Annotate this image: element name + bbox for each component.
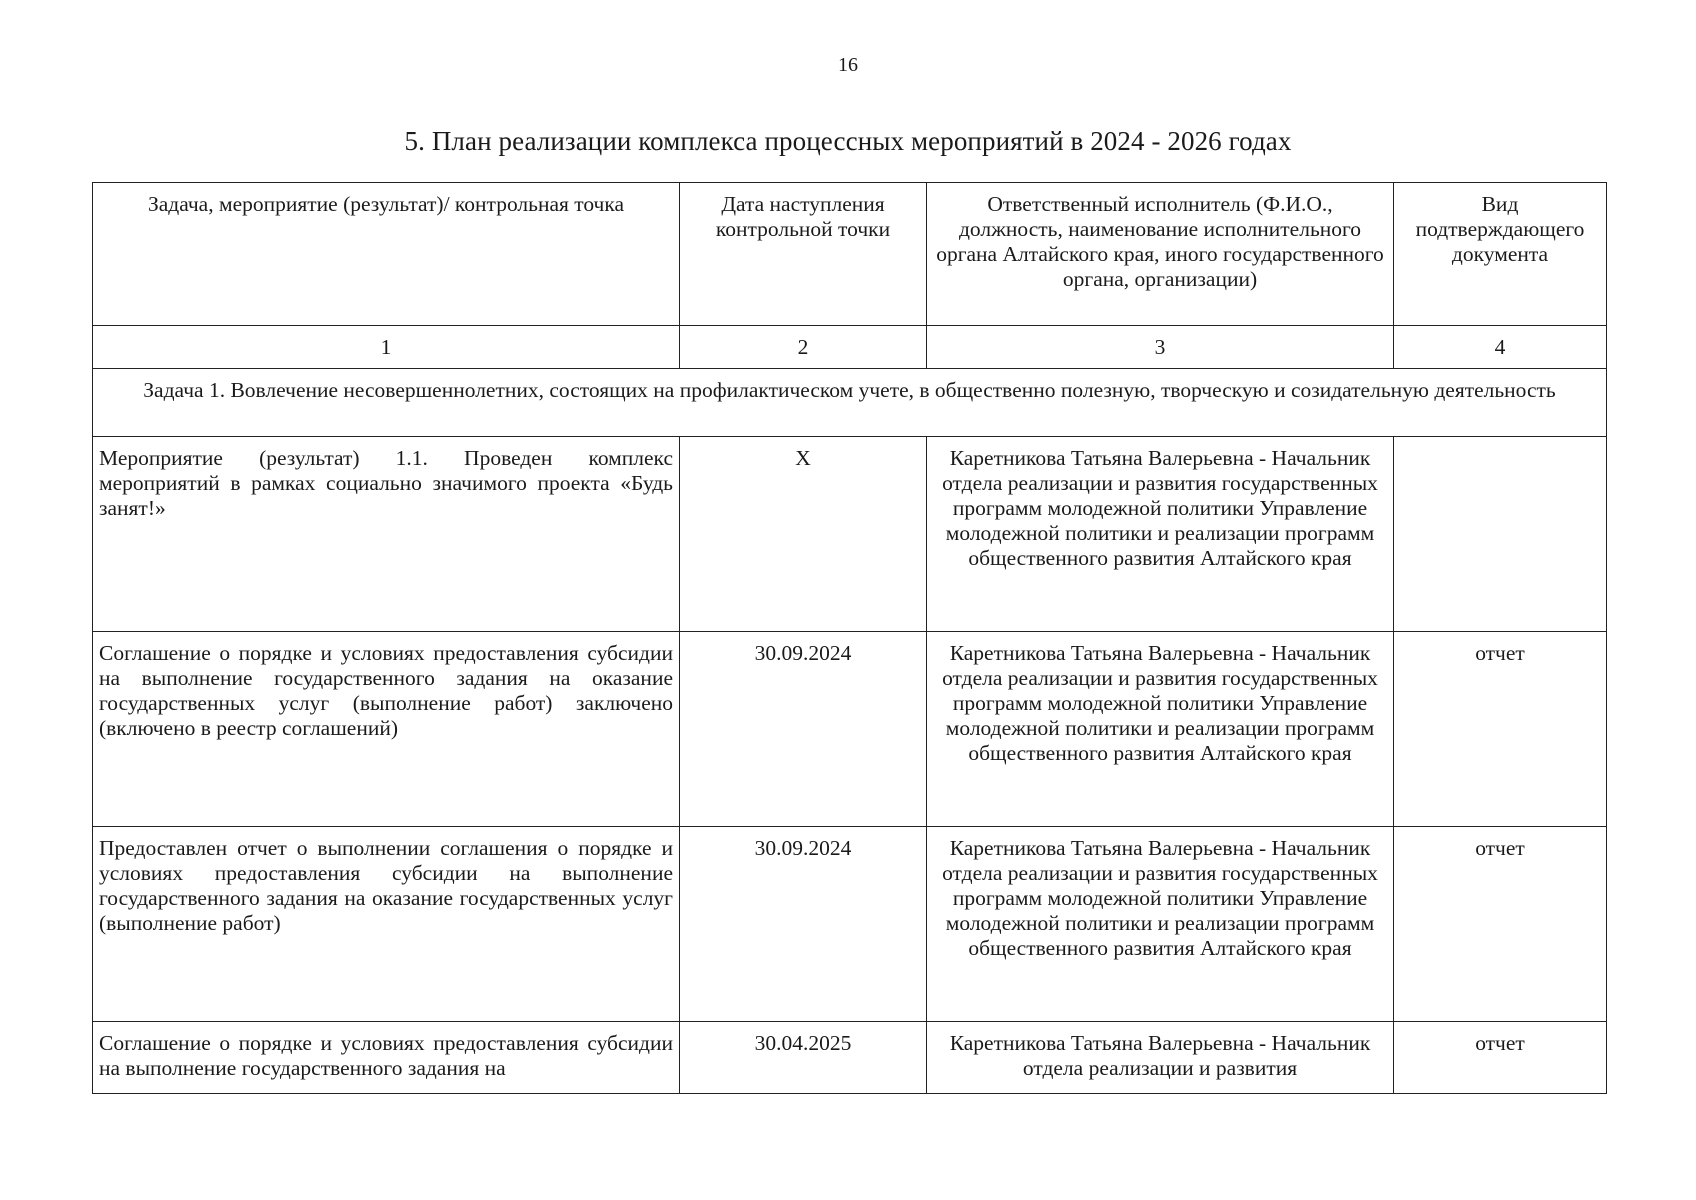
table-row <box>93 1022 1607 1094</box>
document-cell: отчет <box>1394 632 1607 827</box>
task-title: Задача 1. Вовлечение несовершеннолетних, состоящих на профилактическом учете, в общественно полезную, творческую и созидательную деятельность <box>93 369 1607 437</box>
header-responsible: Ответственный исполнитель (Ф.И.О., должность, наименование исполнительного органа Алтайского края, иного государственного органа, организации) <box>927 183 1394 326</box>
page-title: 5. План реализации комплекса процессных мероприятий в 2024 - 2026 годах <box>404 126 1292 156</box>
date-cell: 30.09.2024 <box>680 827 927 1022</box>
plan-table <box>92 182 1607 1094</box>
table-row <box>93 827 1607 1022</box>
column-number: 4 <box>1394 326 1607 369</box>
column-number: 3 <box>927 326 1394 369</box>
page-number: 16 <box>838 54 858 76</box>
item-cell: Предоставлен отчет о выполнении соглашения о порядке и условиях предоставления субсидии на выполнение государственного задания на оказание государственных услуг (выполнение работ) <box>93 827 680 1022</box>
header-document: Вид подтверждающего документа <box>1394 183 1607 326</box>
item-cell: Соглашение о порядке и условиях предоставления субсидии на выполнение государственного задания на <box>93 1022 680 1094</box>
document-cell: отчет <box>1394 827 1607 1022</box>
document-cell <box>1394 437 1607 632</box>
responsible-cell: Каретникова Татьяна Валерьевна - Начальник отдела реализации и развития государственных программ молодежной политики Управление молодежной политики и реализации программ общественного развития Алтайского края <box>927 632 1394 827</box>
date-cell: 30.09.2024 <box>680 632 927 827</box>
item-cell: Соглашение о порядке и условиях предоставления субсидии на выполнение государственного задания на оказание государственных услуг (выполнение работ) заключено (включено в реестр соглашений) <box>93 632 680 827</box>
header-task: Задача, мероприятие (результат)/ контрольная точка <box>93 183 680 326</box>
table-row <box>93 632 1607 827</box>
table-header-row <box>93 183 1607 326</box>
header-date: Дата наступления контрольной точки <box>680 183 927 326</box>
responsible-cell: Каретникова Татьяна Валерьевна - Начальник отдела реализации и развития <box>927 1022 1394 1094</box>
responsible-cell: Каретникова Татьяна Валерьевна - Начальник отдела реализации и развития государственных программ молодежной политики Управление молодежной политики и реализации программ общественного развития Алтайского края <box>927 827 1394 1022</box>
task-row <box>93 369 1607 437</box>
column-number: 2 <box>680 326 927 369</box>
table-row <box>93 437 1607 632</box>
date-cell: X <box>680 437 927 632</box>
document-cell: отчет <box>1394 1022 1607 1094</box>
item-cell: Мероприятие (результат) 1.1. Проведен комплекс мероприятий в рамках социально значимого проекта «Будь занят!» <box>93 437 680 632</box>
column-number-row <box>93 326 1607 369</box>
date-cell: 30.04.2025 <box>680 1022 927 1094</box>
column-number: 1 <box>93 326 680 369</box>
responsible-cell: Каретникова Татьяна Валерьевна - Начальник отдела реализации и развития государственных программ молодежной политики Управление молодежной политики и реализации программ общественного развития Алтайского края <box>927 437 1394 632</box>
